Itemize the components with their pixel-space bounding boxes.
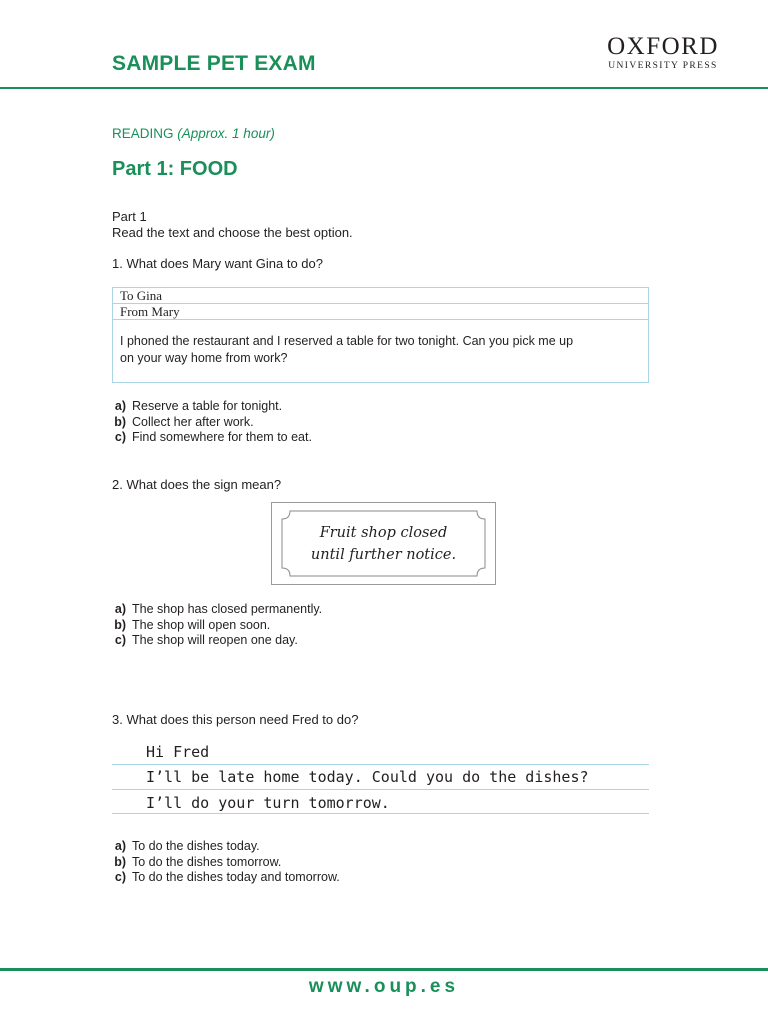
option-letter: a) — [114, 839, 126, 853]
option-text: Collect her after work. — [132, 414, 254, 429]
note-ruled-line — [112, 813, 649, 814]
option-text: To do the dishes tomorrow. — [132, 854, 282, 869]
option-a[interactable] — [112, 399, 312, 415]
option-a[interactable] — [112, 602, 322, 618]
logo-main-text: OXFORD — [607, 33, 719, 60]
option-c[interactable] — [112, 870, 340, 886]
sign-line-2: until further notice. — [310, 547, 457, 563]
note-from: From Mary — [113, 304, 648, 320]
question-1-options — [112, 399, 312, 446]
option-letter: b) — [114, 617, 126, 632]
question-2-options — [112, 602, 322, 649]
sign-text — [276, 522, 491, 566]
option-c[interactable] — [112, 633, 322, 649]
note-ruled-line — [112, 789, 649, 790]
option-letter: b) — [114, 854, 126, 869]
handwritten-line-3: I’ll do your turn tomorrow. — [146, 794, 390, 812]
sign-line-1: Fruit shop closed — [319, 525, 448, 541]
option-letter: c) — [114, 633, 126, 648]
footer-divider — [0, 968, 768, 971]
question-1: 1. What does Mary want Gina to do? — [112, 256, 323, 271]
note-to: To Gina — [113, 288, 648, 304]
message-note — [112, 287, 649, 383]
option-a[interactable] — [112, 839, 340, 855]
note-ruled-line — [112, 764, 649, 765]
handwritten-line-2: I’ll be late home today. Could you do the dishes? — [146, 768, 589, 786]
header-divider — [0, 87, 768, 89]
reading-label — [112, 126, 275, 141]
option-c[interactable] — [112, 430, 312, 446]
footer-website-link[interactable]: www.oup.es — [308, 976, 460, 997]
reading-label-text: READING — [112, 126, 174, 141]
reading-time: (Approx. 1 hour) — [177, 126, 275, 141]
option-text: Find somewhere for them to eat. — [132, 430, 312, 445]
question-3-options — [112, 839, 340, 886]
option-b[interactable] — [112, 618, 322, 634]
option-text: The shop will open soon. — [132, 617, 271, 632]
option-letter: c) — [114, 430, 126, 445]
note-message — [120, 333, 620, 367]
option-text: To do the dishes today. — [132, 839, 260, 853]
note-message-line-2: on your way home from work? — [120, 351, 288, 365]
option-b[interactable] — [112, 415, 312, 431]
option-letter: c) — [114, 870, 126, 885]
note-message-line-1: I phoned the restaurant and I reserved a table for two tonight. Can you pick me up — [120, 334, 574, 348]
part-label: Part 1 — [112, 209, 147, 224]
option-letter: a) — [114, 399, 126, 413]
option-text: To do the dishes today and tomorrow. — [132, 870, 340, 885]
question-3: 3. What does this person need Fred to do? — [112, 712, 359, 727]
option-b[interactable] — [112, 855, 340, 871]
option-text: The shop has closed permanently. — [132, 602, 323, 616]
option-letter: b) — [114, 414, 126, 429]
question-2: 2. What does the sign mean? — [112, 477, 282, 492]
logo-sub-text: UNIVERSITY PRESS — [608, 61, 718, 71]
option-text: The shop will reopen one day. — [132, 633, 298, 648]
option-text: Reserve a table for tonight. — [132, 399, 283, 413]
instruction: Read the text and choose the best option. — [112, 225, 353, 240]
handwritten-greeting: Hi Fred — [146, 743, 210, 761]
oxford-university-press-logo — [596, 34, 730, 71]
part-title: Part 1: FOOD — [112, 158, 238, 180]
exam-title: SAMPLE PET EXAM — [112, 52, 316, 75]
option-letter: a) — [114, 602, 126, 616]
